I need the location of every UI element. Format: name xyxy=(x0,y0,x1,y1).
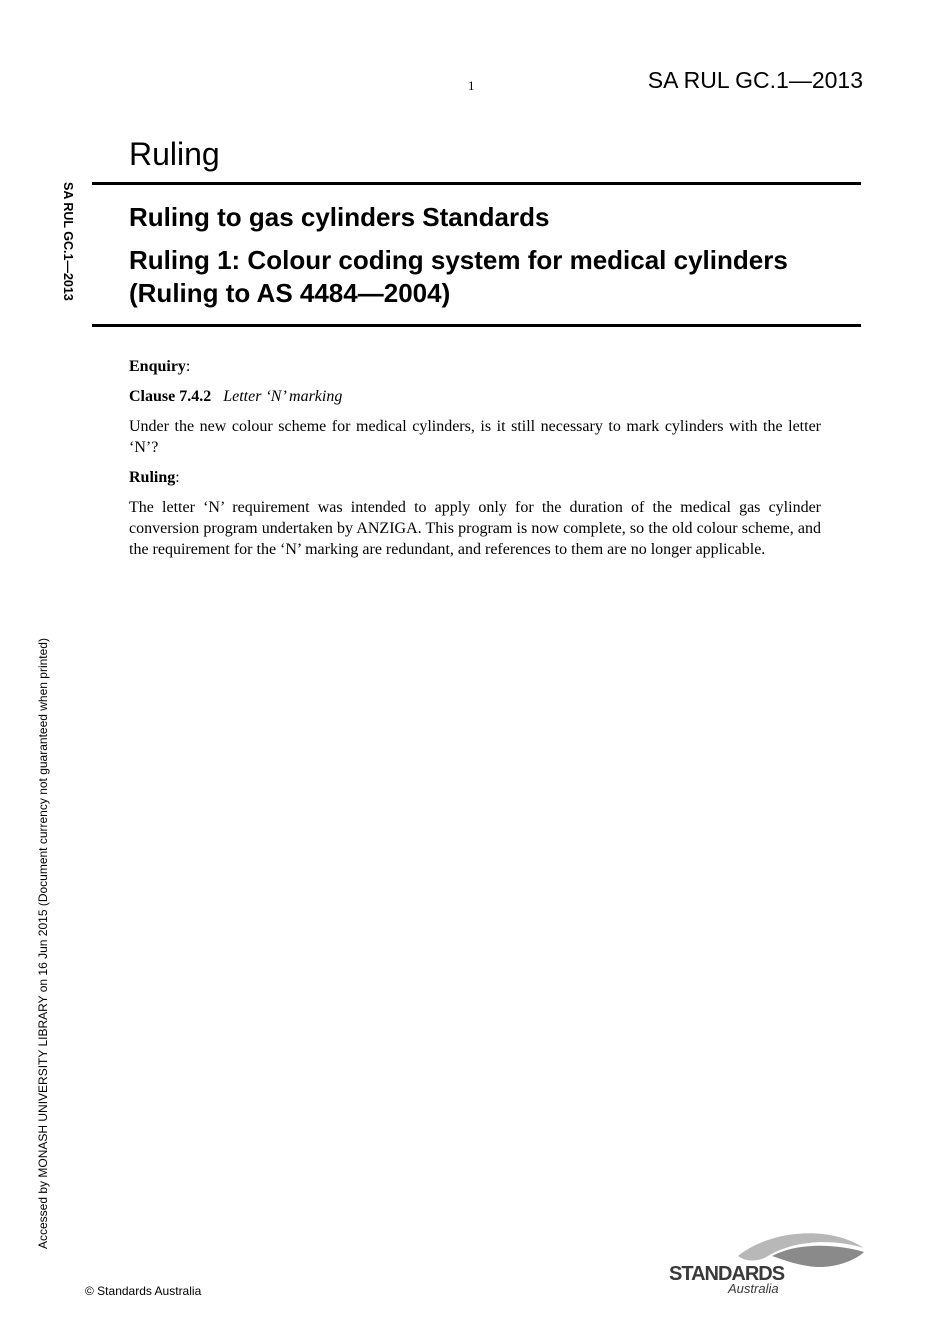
ruling-heading xyxy=(129,467,821,488)
top-divider xyxy=(92,182,861,185)
logo-subtitle: Australia xyxy=(728,1281,779,1296)
ruling-body xyxy=(129,356,821,560)
title-line-1: Ruling to gas cylinders Standards xyxy=(129,202,550,232)
page-heading: Ruling xyxy=(129,136,220,172)
copyright: © Standards Australia xyxy=(85,1284,202,1298)
enquiry-colon: : xyxy=(185,358,191,375)
ruling-text: The letter ‘N’ requirement was intended to apply only for the duration of the medical gas cylinder conversion program undertaken by ANZIGA. This program is now complete, so the old colour scheme, and the requirement for the ‘N’ marking are redundant, and references to them are no longer applicable. xyxy=(129,499,821,558)
logo-wordmark: STANDARDS xyxy=(669,1263,785,1285)
side-document-code: SA RUL GC.1—2013 xyxy=(61,182,75,301)
title-line-2: Ruling 1: Colour coding system for medical cylinders (Ruling to AS 4484—2004) xyxy=(129,245,788,308)
access-watermark: Accessed by MONASH UNIVERSITY LIBRARY on 16 Jun 2015 (Document currency not guaranteed when printed) xyxy=(36,638,50,1249)
enquiry-label: Enquiry xyxy=(129,358,186,375)
ruling-label: Ruling xyxy=(129,469,176,486)
ruling-colon: : xyxy=(175,469,180,486)
enquiry-heading xyxy=(129,356,821,377)
clause-label: Clause 7.4.2 xyxy=(129,388,212,405)
enquiry-question: Under the new colour scheme for medical cylinders, is it still necessary to mark cylinders with the letter ‘N’? xyxy=(129,418,821,456)
title-block xyxy=(129,201,829,310)
clause-heading xyxy=(129,386,821,407)
page-number: 1 xyxy=(468,78,475,93)
bottom-divider xyxy=(92,324,861,327)
logo-swoosh-dark xyxy=(772,1246,864,1267)
clause-title: Letter ‘N’ marking xyxy=(223,388,343,405)
document-code: SA RUL GC.1—2013 xyxy=(647,67,863,93)
